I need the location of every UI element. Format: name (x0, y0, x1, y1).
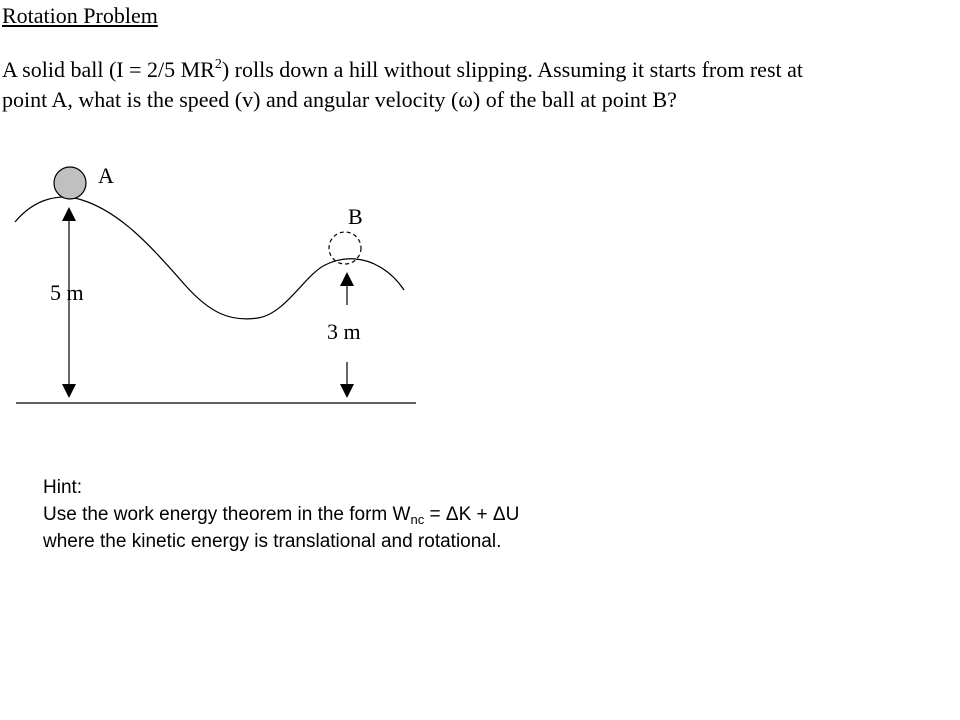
page-title: Rotation Problem (2, 3, 158, 28)
height-b-label: 3 m (327, 319, 361, 344)
hint-block (43, 474, 519, 555)
hint-line-1-end: = ΔK + ΔU (424, 504, 520, 525)
point-a-label: A (98, 163, 114, 188)
hint-line-1-start: Use the work energy theorem in the form W (43, 504, 411, 525)
problem-line-1-end: ) rolls down a hill without slipping. Assuming it starts from rest at (221, 57, 804, 82)
point-b-label: B (348, 204, 363, 229)
hint-line-2: where the kinetic energy is translational and rotational. (43, 531, 502, 552)
height-a-label: 5 m (50, 280, 84, 305)
hint-line-1 (43, 501, 519, 528)
problem-line-1-start: A solid ball (I = 2/5 MR (2, 57, 215, 82)
nc-subscript: nc (410, 512, 425, 527)
squared-superscript: 2 (214, 57, 222, 72)
ball-at-a (54, 167, 86, 199)
hint-heading: Hint: (43, 477, 83, 498)
problem-line-2: point A, what is the speed (v) and angular velocity (ω) of the ball at point B? (2, 87, 677, 112)
